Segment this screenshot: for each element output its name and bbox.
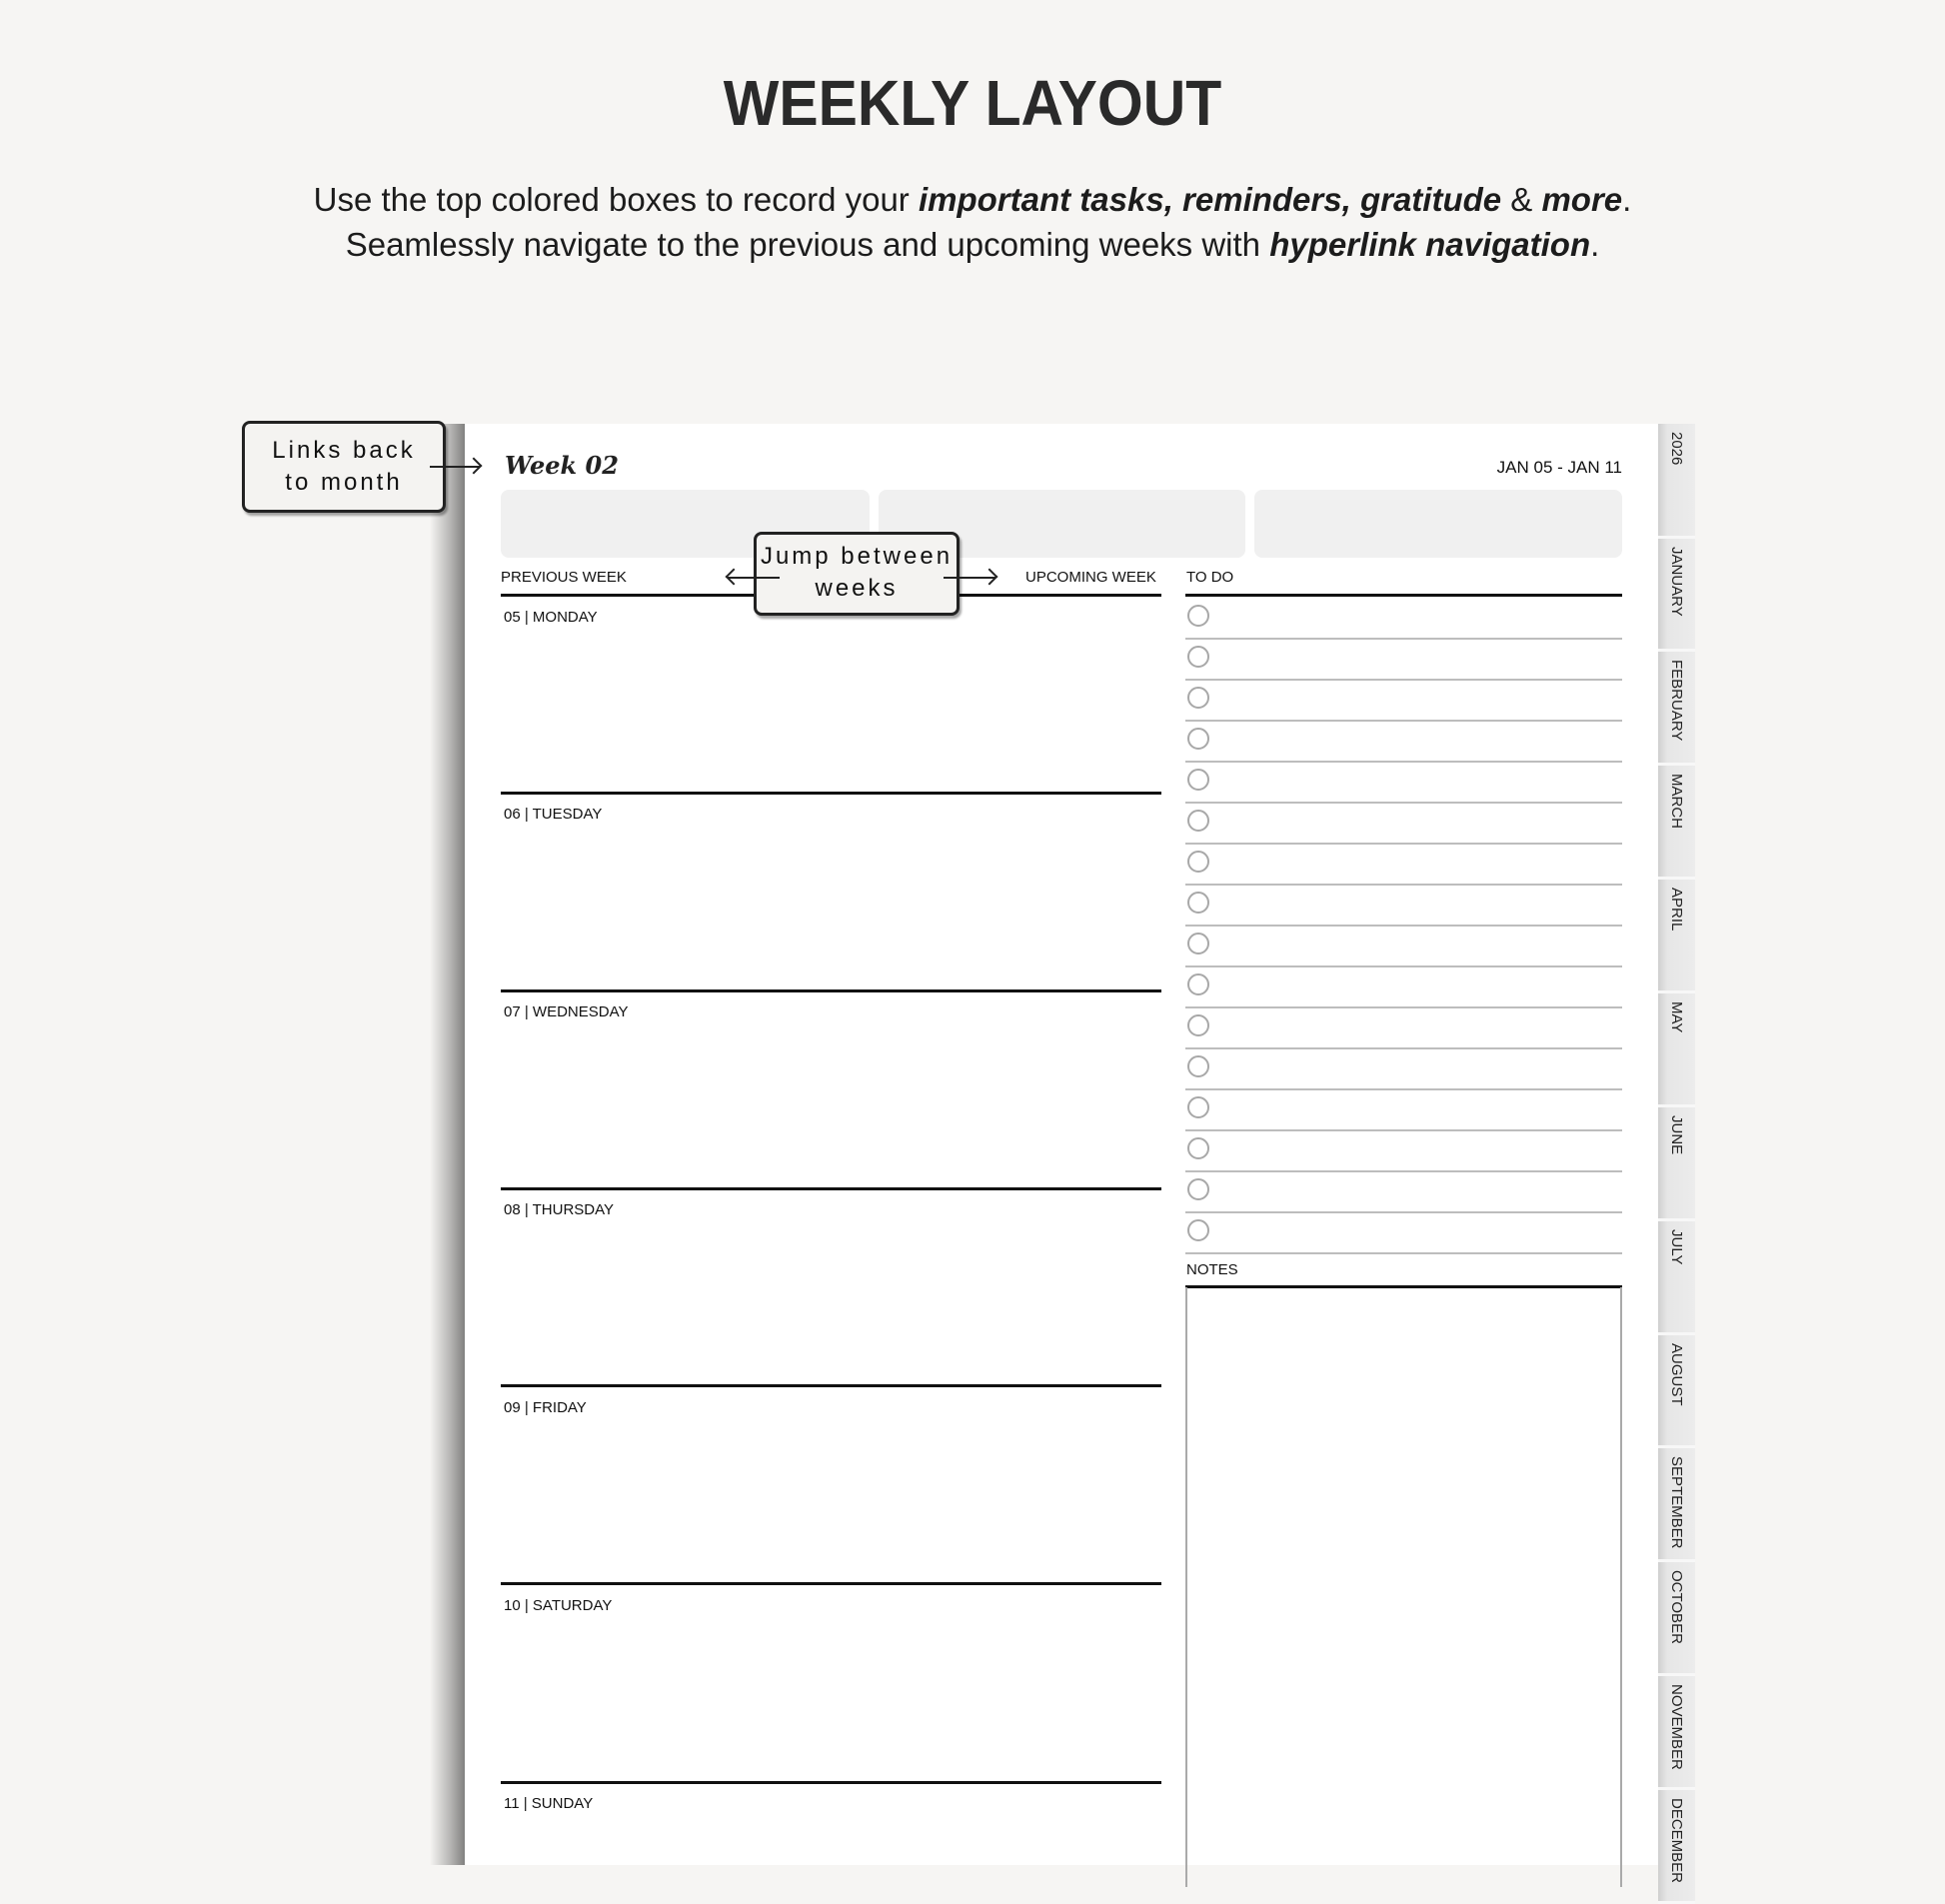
todo-item[interactable] [1185,884,1622,927]
todo-item[interactable] [1185,1047,1622,1090]
day-area-saturday[interactable] [501,1619,1161,1779]
todo-item[interactable] [1185,925,1622,967]
tab-november[interactable] [1658,1676,1695,1790]
day-divider [501,1384,1161,1387]
subtitle-emphasis: hyperlink navigation [1269,226,1591,263]
todo-label: TO DO [1186,569,1234,586]
todo-item[interactable] [1185,597,1622,640]
tab-july[interactable] [1658,1221,1695,1335]
subtitle-line-1 [0,181,1945,219]
tab-january[interactable] [1658,539,1695,652]
callout-week-jump [754,532,960,616]
tab-october[interactable] [1658,1562,1695,1676]
tab-2026[interactable] [1658,424,1695,539]
tab-label: FEBRUARY [1668,660,1685,742]
day-divider [501,1187,1161,1190]
checkbox-circle-icon[interactable] [1187,769,1209,791]
day-divider [501,989,1161,992]
day-area-wednesday[interactable] [501,1025,1161,1185]
day-area-friday[interactable] [501,1421,1161,1581]
day-label-wednesday: 07 | WEDNESDAY [504,1003,629,1020]
subtitle-emphasis: more [1541,181,1623,218]
tab-may[interactable] [1658,993,1695,1107]
tab-label: OCTOBER [1668,1570,1685,1644]
todo-item[interactable] [1185,1211,1622,1254]
checkbox-circle-icon[interactable] [1187,1219,1209,1241]
checkbox-circle-icon[interactable] [1187,605,1209,627]
day-divider [501,1582,1161,1585]
arrow-right-icon [944,577,995,579]
checkbox-circle-icon[interactable] [1187,810,1209,832]
tab-label: MAY [1668,1001,1685,1033]
day-area-thursday[interactable] [501,1223,1161,1383]
todo-item[interactable] [1185,843,1622,886]
month-tabs [1658,424,1695,1884]
todo-item[interactable] [1185,1170,1622,1213]
checkbox-circle-icon[interactable] [1187,1014,1209,1036]
day-divider [501,1781,1161,1784]
subtitle-text: . [1590,226,1600,263]
todo-item[interactable] [1185,679,1622,722]
previous-week-link[interactable]: PREVIOUS WEEK [501,569,627,586]
checkbox-circle-icon[interactable] [1187,933,1209,954]
checkbox-circle-icon[interactable] [1187,687,1209,709]
tab-label: JULY [1668,1229,1685,1265]
tab-label: MARCH [1668,774,1685,829]
day-divider [501,792,1161,795]
checkbox-circle-icon[interactable] [1187,851,1209,873]
day-label-thursday: 08 | THURSDAY [504,1201,615,1218]
subtitle-text: Seamlessly navigate to the previous and upcoming weeks with [345,226,1270,263]
page-shadow [430,424,470,1865]
week-title-link[interactable]: Week 02 [505,451,619,480]
notes-label: NOTES [1186,1261,1238,1278]
checkbox-circle-icon[interactable] [1187,1055,1209,1077]
day-label-tuesday: 06 | TUESDAY [504,806,603,823]
todo-item[interactable] [1185,802,1622,845]
top-box-3[interactable] [1254,490,1622,558]
tab-label: JANUARY [1668,547,1685,617]
callout-text: to month [285,469,403,496]
tab-june[interactable] [1658,1107,1695,1221]
checkbox-circle-icon[interactable] [1187,1096,1209,1118]
tab-february[interactable] [1658,652,1695,766]
checkbox-circle-icon[interactable] [1187,728,1209,750]
day-area-tuesday[interactable] [501,828,1161,987]
tab-march[interactable] [1658,766,1695,880]
day-label-monday: 05 | MONDAY [504,609,598,626]
tab-label: 2026 [1668,432,1685,466]
callout-text: Links back [272,437,416,464]
subtitle-text: . [1622,181,1632,218]
checkbox-circle-icon[interactable] [1187,892,1209,914]
notes-area[interactable] [1185,1287,1622,1887]
day-label-saturday: 10 | SATURDAY [504,1597,613,1614]
checkbox-circle-icon[interactable] [1187,1178,1209,1200]
day-area-monday[interactable] [501,630,1161,790]
arrow-left-icon [728,577,780,579]
tab-label: AUGUST [1668,1343,1685,1406]
arrow-right-icon [430,466,480,468]
tab-label: DECEMBER [1668,1798,1685,1884]
day-label-sunday: 11 | SUNDAY [504,1795,594,1812]
tab-december[interactable] [1658,1790,1695,1904]
todo-item[interactable] [1185,1006,1622,1049]
checkbox-circle-icon[interactable] [1187,646,1209,668]
todo-item[interactable] [1185,761,1622,804]
checkbox-circle-icon[interactable] [1187,1137,1209,1159]
page-heading: WEEKLY LAYOUT [723,67,1222,139]
todo-item[interactable] [1185,1129,1622,1172]
subtitle-line-2 [0,226,1945,264]
callout-month-link [242,421,446,513]
todo-item[interactable] [1185,720,1622,763]
day-area-sunday[interactable] [501,1817,1161,1865]
subtitle-text: Use the top colored boxes to record your [313,181,919,218]
tab-label: NOVEMBER [1668,1684,1685,1770]
checkbox-circle-icon[interactable] [1187,973,1209,995]
callout-text: Jump between [760,543,954,570]
date-range: JAN 05 - JAN 11 [1496,458,1622,477]
callout-text: weeks [815,575,899,602]
subtitle-text: & [1501,181,1542,218]
upcoming-week-link[interactable]: UPCOMING WEEK [1025,569,1156,586]
tab-label: SEPTEMBER [1668,1456,1685,1549]
tab-label: APRIL [1668,888,1685,932]
subtitle-emphasis: important tasks, reminders, gratitude [918,181,1502,218]
tab-august[interactable] [1658,1335,1695,1448]
tab-april[interactable] [1658,880,1695,993]
todo-item[interactable] [1185,965,1622,1008]
todo-item[interactable] [1185,638,1622,681]
todo-item[interactable] [1185,1088,1622,1131]
tab-september[interactable] [1658,1448,1695,1562]
tab-label: JUNE [1668,1115,1685,1155]
day-label-friday: 09 | FRIDAY [504,1399,587,1416]
